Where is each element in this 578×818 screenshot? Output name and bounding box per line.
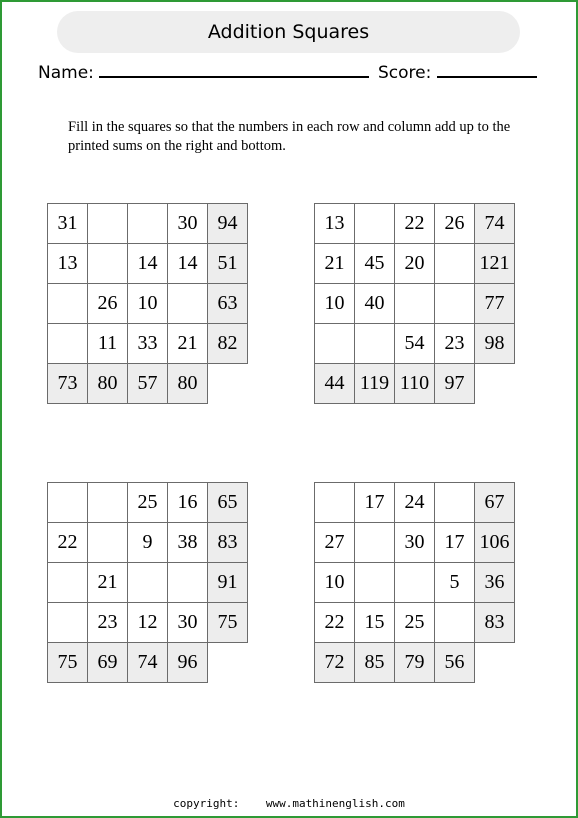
given-cell: 45 [355, 244, 395, 284]
grid-row [315, 244, 515, 284]
grid-row [315, 364, 515, 404]
blank-cell[interactable] [395, 284, 435, 324]
given-cell: 10 [315, 563, 355, 603]
given-cell: 9 [128, 523, 168, 563]
column-sum-cell: 73 [48, 364, 88, 404]
column-sum-cell: 74 [128, 643, 168, 683]
column-sum-cell: 44 [315, 364, 355, 404]
worksheet-title [57, 11, 520, 53]
given-cell: 30 [168, 204, 208, 244]
puzzle-grid-1 [47, 203, 248, 404]
score-label: Score: [378, 63, 432, 83]
given-cell: 12 [128, 603, 168, 643]
score-line[interactable] [437, 60, 537, 78]
name-line[interactable] [99, 60, 369, 78]
column-sum-cell: 79 [395, 643, 435, 683]
given-cell: 22 [315, 603, 355, 643]
given-cell: 10 [315, 284, 355, 324]
given-cell: 16 [168, 483, 208, 523]
row-sum-cell: 91 [208, 563, 248, 603]
grid-row [315, 603, 515, 643]
puzzle-grid-2 [314, 203, 515, 404]
grid-row [315, 483, 515, 523]
given-cell: 23 [88, 603, 128, 643]
grid-row [48, 244, 248, 284]
column-sum-cell: 72 [315, 643, 355, 683]
row-sum-cell: 106 [475, 523, 515, 563]
blank-cell[interactable] [355, 523, 395, 563]
row-sum-cell: 121 [475, 244, 515, 284]
given-cell: 30 [395, 523, 435, 563]
site-link[interactable]: www.mathinenglish.com [265, 797, 405, 810]
blank-cell[interactable] [88, 244, 128, 284]
grid-row [48, 324, 248, 364]
column-sum-cell: 97 [435, 364, 475, 404]
row-sum-cell: 83 [475, 603, 515, 643]
column-sum-cell: 80 [168, 364, 208, 404]
grid-row [315, 563, 515, 603]
column-sum-cell: 96 [168, 643, 208, 683]
given-cell: 38 [168, 523, 208, 563]
blank-cell[interactable] [315, 483, 355, 523]
given-cell: 5 [435, 563, 475, 603]
blank-cell[interactable] [355, 563, 395, 603]
row-sum-cell: 98 [475, 324, 515, 364]
given-cell: 54 [395, 324, 435, 364]
given-cell: 40 [355, 284, 395, 324]
given-cell: 24 [395, 483, 435, 523]
instructions: Fill in the squares so that the numbers in each row and column add up to the printed sums on the right and bottom. [68, 119, 511, 154]
given-cell: 33 [128, 324, 168, 364]
given-cell: 10 [128, 284, 168, 324]
grid-row [48, 523, 248, 563]
given-cell: 23 [435, 324, 475, 364]
column-sum-cell: 57 [128, 364, 168, 404]
blank-cell[interactable] [435, 284, 475, 324]
grid-row [48, 603, 248, 643]
blank-cell[interactable] [315, 324, 355, 364]
given-cell: 13 [315, 204, 355, 244]
blank-cell[interactable] [48, 324, 88, 364]
grid-row [315, 324, 515, 364]
given-cell: 30 [168, 603, 208, 643]
blank-cell[interactable] [435, 244, 475, 284]
grid-row [315, 204, 515, 244]
puzzle-grid-3 [47, 482, 248, 683]
blank-cell[interactable] [435, 603, 475, 643]
blank-cell[interactable] [128, 563, 168, 603]
row-sum-cell: 82 [208, 324, 248, 364]
given-cell: 21 [88, 563, 128, 603]
copyright-label: copyright: [173, 797, 240, 810]
row-sum-cell: 63 [208, 284, 248, 324]
blank-cell[interactable] [435, 483, 475, 523]
title-text: Addition Squares [207, 21, 370, 43]
given-cell: 21 [315, 244, 355, 284]
grid-row [48, 364, 248, 404]
score-field[interactable] [378, 60, 537, 83]
given-cell: 17 [355, 483, 395, 523]
blank-cell[interactable] [168, 284, 208, 324]
given-cell: 26 [88, 284, 128, 324]
blank-cell[interactable] [355, 324, 395, 364]
given-cell: 21 [168, 324, 208, 364]
given-cell: 25 [395, 603, 435, 643]
given-cell: 26 [435, 204, 475, 244]
given-cell: 25 [128, 483, 168, 523]
grid-corner [475, 364, 515, 404]
blank-cell[interactable] [48, 284, 88, 324]
blank-cell[interactable] [48, 563, 88, 603]
column-sum-cell: 75 [48, 643, 88, 683]
row-sum-cell: 75 [208, 603, 248, 643]
grid-row [315, 284, 515, 324]
row-sum-cell: 94 [208, 204, 248, 244]
grid-corner [208, 364, 248, 404]
row-sum-cell: 36 [475, 563, 515, 603]
blank-cell[interactable] [48, 603, 88, 643]
given-cell: 22 [395, 204, 435, 244]
row-sum-cell: 83 [208, 523, 248, 563]
name-label: Name: [38, 63, 94, 83]
grid-row [48, 204, 248, 244]
grid-corner [475, 643, 515, 683]
given-cell: 22 [48, 523, 88, 563]
blank-cell[interactable] [48, 483, 88, 523]
given-cell: 15 [355, 603, 395, 643]
blank-cell[interactable] [88, 483, 128, 523]
grid-corner [208, 643, 248, 683]
given-cell: 13 [48, 244, 88, 284]
given-cell: 17 [435, 523, 475, 563]
grid-row [48, 643, 248, 683]
column-sum-cell: 119 [355, 364, 395, 404]
column-sum-cell: 110 [395, 364, 435, 404]
given-cell: 14 [128, 244, 168, 284]
puzzle-grid-4 [314, 482, 515, 683]
grid-row [315, 523, 515, 563]
grid-row [48, 284, 248, 324]
row-sum-cell: 67 [475, 483, 515, 523]
grid-row [48, 483, 248, 523]
column-sum-cell: 56 [435, 643, 475, 683]
grid-row [315, 643, 515, 683]
blank-cell[interactable] [88, 523, 128, 563]
given-cell: 27 [315, 523, 355, 563]
row-sum-cell: 74 [475, 204, 515, 244]
given-cell: 11 [88, 324, 128, 364]
blank-cell[interactable] [88, 204, 128, 244]
blank-cell[interactable] [168, 563, 208, 603]
row-sum-cell: 77 [475, 284, 515, 324]
blank-cell[interactable] [355, 204, 395, 244]
given-cell: 20 [395, 244, 435, 284]
blank-cell[interactable] [128, 204, 168, 244]
given-cell: 31 [48, 204, 88, 244]
footer [0, 797, 578, 810]
row-sum-cell: 51 [208, 244, 248, 284]
row-sum-cell: 65 [208, 483, 248, 523]
column-sum-cell: 80 [88, 364, 128, 404]
column-sum-cell: 85 [355, 643, 395, 683]
column-sum-cell: 69 [88, 643, 128, 683]
name-field[interactable] [38, 60, 369, 83]
grid-row [48, 563, 248, 603]
given-cell: 14 [168, 244, 208, 284]
blank-cell[interactable] [395, 563, 435, 603]
